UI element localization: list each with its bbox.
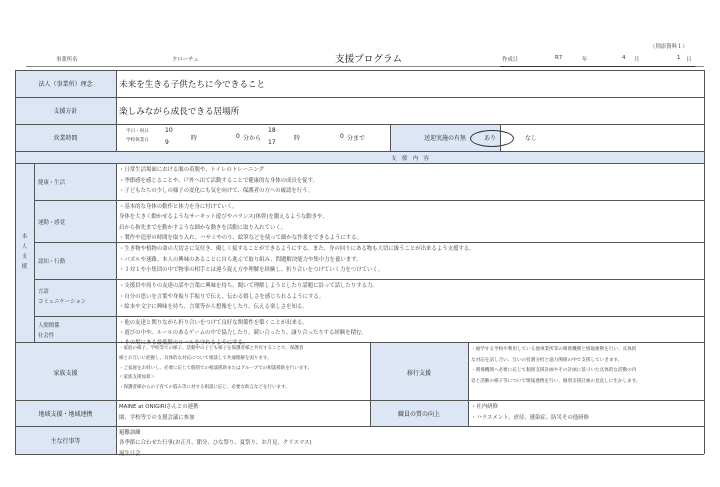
- family-line: ・保護者様からの子育ての悩み等に対する相談に応じ、必要な助言などを行います。: [119, 385, 290, 391]
- page-title: 支援プログラム: [335, 54, 403, 65]
- date-day: 1: [677, 55, 681, 61]
- policy-label: 支援方針: [53, 108, 78, 115]
- domain-line: 肩から指先までを動かすような細かな動きを活動に取り入れていく。: [119, 224, 287, 231]
- staff-quality-content: [471, 402, 589, 423]
- community-content: [119, 402, 199, 423]
- community-label: 地域支援・地域連携: [38, 411, 93, 418]
- domain-label-language: 言語 コミュニケーション: [38, 289, 87, 305]
- domain-line: ・パズルや迷路、本人の興味のあることに自ら進んで取り組み、問題解決能力や集中力を養います。: [119, 256, 362, 263]
- domain-line: ・１対１や小集団の中で物事の相手とは違う捉え方や理解を経験し、折り合いをつけていく力をつけていく。: [119, 267, 384, 274]
- transition-support-content: [471, 345, 702, 399]
- events-line: 避難訓練: [119, 430, 141, 436]
- domain-content-motor: [119, 202, 701, 242]
- date-label: 作成日: [502, 57, 519, 63]
- until-unit: 分まで: [347, 135, 366, 142]
- domain-content-health: [119, 165, 701, 200]
- school-holiday-label: 学校休業日: [126, 138, 149, 143]
- transport-yes: あり: [484, 135, 497, 142]
- domain-label-cognition: 認知・行動: [38, 259, 65, 265]
- start-minute: 0: [236, 133, 240, 140]
- family-line: ・ご家庭をお伺いし、必要に応じて個別での相談援助またはグループでの相談援助を行います。: [119, 365, 312, 371]
- domain-label-social: 人間関係 社会性: [38, 323, 60, 339]
- weekday-label: 平日・祝日: [126, 129, 149, 134]
- transport-label: 送迎実施の有無: [423, 135, 466, 142]
- domain-label-health: 健康・生活: [38, 180, 65, 186]
- domain-line: ・自分の思いを言葉や身振り手振りで伝え、伝わる嬉しさを感じられるようにする。: [119, 293, 325, 300]
- support-content-header: 支 援 内 容: [391, 156, 429, 162]
- domain-content-language: [119, 281, 701, 316]
- transition-line: ・関係機関へ必要に応じて個別支援計画やその計画に基づいた具体的な活動の内: [471, 368, 637, 373]
- school-start-hour: 9: [165, 139, 169, 146]
- end-hour-unit: 時: [294, 135, 301, 142]
- events-line: 各季節に合わせた行事(お正月、節分、ひな祭り、夏祭り、お月見、クリスマス): [119, 440, 312, 447]
- domain-line: ・日常生活場面における服の着脱や、トイレのトレーニング: [119, 167, 265, 173]
- date-month: 4: [622, 55, 626, 61]
- date-month-unit: 月: [634, 57, 640, 63]
- school-end-hour: 17: [268, 139, 276, 146]
- end-minute: 0: [340, 133, 344, 140]
- philosophy-label: 法人（事業所）理念: [38, 81, 93, 88]
- domain-line: ・製作や造形の時間を取り入れ、ハサミやのり、絵筆などを使って細かな作業をできるようにする。: [119, 235, 362, 242]
- weekday-start-hour: 10: [165, 127, 173, 134]
- family-support-label: 家族支援: [53, 370, 78, 377]
- domain-line: ・他の友達と関りながら折り合いをつけて良好な関係性を築くことが出来る。: [119, 320, 308, 326]
- family-line: ・家庭の様子、学校等での様子、活動中の子ども様子を保護者様と共有することで、保護者: [119, 346, 304, 351]
- transition-support-label: 移行支援: [406, 370, 431, 377]
- staff-line: ・社内研修: [471, 404, 498, 410]
- domain-line: ・季節感を感じることや、戸外へ出て活動することで健康的な身体の成長を促す。: [119, 177, 318, 184]
- domain-content-social: [119, 318, 701, 346]
- events-content: [119, 428, 701, 457]
- philosophy-value: 未来を生きる子供たちに今できること: [119, 80, 266, 90]
- policy-value: 楽しみながら成長できる居場所: [119, 107, 240, 117]
- family-support-content: [119, 344, 369, 400]
- community-line: MAINE at ONIGIRIさんとの連携: [119, 404, 199, 410]
- family-line: ＜家族支援加算＞: [119, 375, 155, 381]
- staff-quality-label: 職員の質の向上: [397, 411, 440, 418]
- domain-line: ・遊びの中や、ルールのあるゲームの中で協力したり、競い合ったり、譲り合ったりする経験を積む。: [119, 330, 367, 336]
- start-hour-unit: 時: [191, 135, 198, 142]
- domain-line: ・生き物や植物の命の大切さに気付き、優しく接することができるようにする。また、身の回りにある物も大切に扱うことが出来るよう支援する。: [119, 246, 475, 252]
- staff-line: ・ハラスメント、虐待、感染症、防災その他研修: [471, 414, 589, 421]
- domain-line: ・その場にある最低限のルールを守れるようにする。: [119, 340, 249, 346]
- document-reference: （別添資料１）: [650, 44, 688, 50]
- community-line: 園、学校等での支援会議に参加: [119, 414, 195, 421]
- transition-line: ・通学する学校や利用している他事業所等の関係機関と情報連携を行い、具体的: [471, 347, 637, 352]
- events-label: 主な行事等: [50, 438, 81, 445]
- events-line: 誕生日会: [119, 450, 141, 457]
- transition-line: な対応を話し合い、互いの役割分担と協力関係の中で支援していきます。: [471, 357, 623, 363]
- domain-line: ・基本的な身体の動作と体力を身に付けていく。: [119, 204, 238, 210]
- transition-line: 容と活動の様子等について情報連携を行い、個別支援計画の見直しに生かします。: [471, 378, 641, 384]
- office-name: クローチェ: [172, 57, 199, 63]
- transport-no: なし: [525, 135, 538, 142]
- hours-label: 営業時間: [53, 135, 78, 142]
- date-year-unit: 年: [582, 57, 588, 63]
- office-label: 事業所名: [56, 57, 78, 63]
- domain-line: 身体を大きく動かせるようなサーキット遊びやバランス(体幹)を鍛えるような動きや、: [119, 214, 328, 221]
- domain-content-cognition: [119, 244, 701, 279]
- weekday-end-hour: 18: [268, 127, 276, 134]
- date-era: R7: [555, 55, 563, 61]
- domain-line: ・支援員や周りの友達の話や言葉に興味を持ち、聞いて理解しようとしたり話題に沿って話したりする力。: [119, 283, 378, 289]
- date-day-unit: 日: [686, 57, 692, 63]
- domain-line: ・絵本や文字に興味を持ち、言葉等から想像をしたり、伝える楽しさを知る。: [119, 304, 308, 311]
- from-unit: 分から: [243, 135, 262, 142]
- domain-label-motor: 運動・感覚: [38, 220, 65, 226]
- family-line: 様とお互いに把握し、具体的な対応について相談して共通理解を図ります。: [119, 355, 272, 361]
- personal-support-side-label: 本 人 支 援: [21, 234, 28, 270]
- domain-line: ・子どもたちの少しの様子の変化にも気を向けて、保護者の方への確認を行う。: [119, 188, 313, 195]
